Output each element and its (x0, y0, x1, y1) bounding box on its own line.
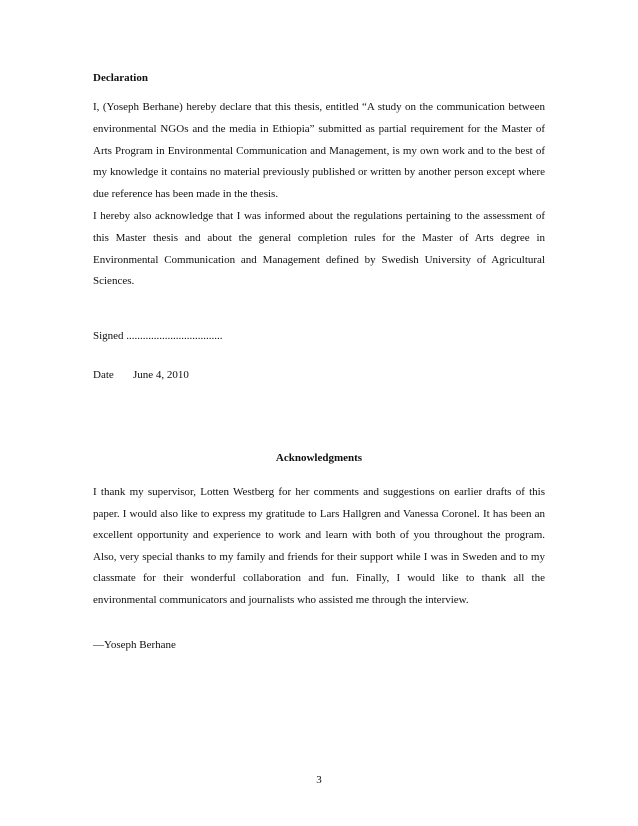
author-sign-off: —Yoseph Berhane (93, 639, 176, 651)
acknowledgments-heading: Acknowledgments (275, 452, 363, 464)
declaration-paragraph: I, (Yoseph Berhane) hereby declare that this thesis, entitled “A study on the communication between environmental NGOs and the media in Ethiopia” submitted as partial requirement for the Master of Arts Program in Environmental Communication and Management, is my own work and to the best of my knowledge it contains no material previously published or written by another person except where due reference has been made in the thesis. (93, 101, 545, 201)
date-value: June 4, 2010 (133, 369, 189, 381)
declaration-heading: Declaration (93, 72, 148, 84)
date-label: Date (93, 369, 114, 381)
acknowledgement-of-regulations-paragraph: I hereby also acknowledge that I was informed about the regulations pertaining to the assessment of this Master thesis and about the general completion rules for the Master of Arts degree in Environmental Communication and Management defined by Swedish University of Agricultural Sciences. (93, 210, 545, 288)
signature-line: Signed ................................... (93, 330, 223, 342)
acknowledgments-paragraph: I thank my supervisor, Lotten Westberg for her comments and suggestions on earlier drafts of this paper. I would also like to express my gratitude to Lars Hallgren and Vanessa Coronel. It has been an excellent opportunity and experience to work and learn with both of you throughout the program. Also, very special thanks to my family and friends for their support while I was in Sweden and to my classmate for their wonderful collaboration and fun. Finally, I would like to thank all the environmental communicators and journalists who assisted me through the interview. (93, 486, 545, 606)
page-number: 3 (316, 774, 322, 786)
